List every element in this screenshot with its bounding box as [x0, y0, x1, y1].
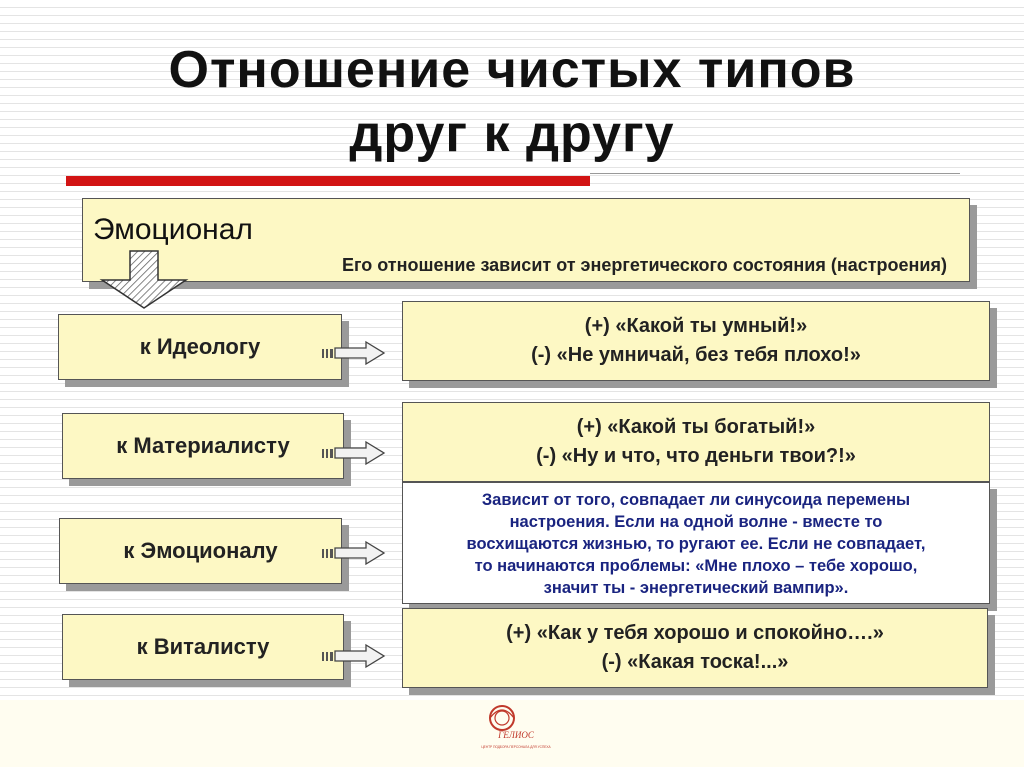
- positive-reaction: (+) «Какой ты богатый!»: [576, 416, 816, 438]
- emotional-type-heading: Эмоционал: [93, 213, 253, 246]
- note-line: Зависит от того, совпадает ли синусоида перемены: [481, 491, 911, 509]
- positive-reaction: (+) «Как у тебя хорошо и спокойно….»: [506, 622, 884, 644]
- relation-label-text: к Виталисту: [136, 634, 270, 659]
- reaction-box-materialist: [402, 402, 990, 482]
- right-arrow-icon: [322, 340, 386, 366]
- note-line: настроения. Если на одной волне - вместе то: [509, 513, 883, 531]
- logo-wordmark: ГЕЛИОС: [498, 730, 534, 740]
- logo-tagline: ЦЕНТР ПОДБОРА ПЕРСОНАЛА ДЛЯ УСПЕХА: [481, 745, 551, 749]
- note-line: значит ты - энергетический вампир».: [543, 579, 849, 597]
- right-arrow-icon: [322, 440, 386, 466]
- reaction-box-ideologist: [402, 301, 990, 381]
- relation-label-text: к Идеологу: [139, 334, 261, 359]
- emotional-type-subtitle: Его отношение зависит от энергетического состояния (настроения): [342, 255, 947, 275]
- relation-label-ideologist: [58, 314, 342, 380]
- title-underline-grey: [590, 173, 960, 174]
- negative-reaction: (-) «Какая тоска!...»: [601, 651, 789, 673]
- right-arrow-icon: [322, 540, 386, 566]
- note-line: то начинаются проблемы: «Мне плохо – тебе хорошо,: [474, 557, 918, 575]
- emotional-type-box: [82, 198, 970, 282]
- negative-reaction: (-) «Не умничай, без тебя плохо!»: [531, 344, 861, 366]
- relation-label-text: к Материалисту: [116, 433, 290, 458]
- company-logo-icon: [478, 700, 551, 762]
- relation-label-emotional: [59, 518, 342, 584]
- page-title: [0, 38, 1024, 166]
- title-line-2: друг к другу: [349, 105, 675, 163]
- relation-label-text: к Эмоционалу: [123, 538, 278, 563]
- right-arrow-icon: [322, 643, 386, 669]
- negative-reaction: (-) «Ну и что, что деньги твои?!»: [536, 445, 856, 467]
- relation-label-materialist: [62, 413, 344, 479]
- reaction-box-vitalist: [402, 608, 988, 688]
- relation-label-vitalist: [62, 614, 344, 680]
- positive-reaction: (+) «Какой ты умный!»: [584, 315, 808, 337]
- down-arrow-icon: [96, 250, 192, 312]
- title-underline-red: [66, 176, 590, 186]
- note-line: восхищаются жизнью, то ругают ее. Если не совпадает,: [466, 535, 926, 553]
- reaction-note-emotional: [402, 482, 990, 604]
- title-line-1: Отношение чистых типов: [168, 41, 856, 99]
